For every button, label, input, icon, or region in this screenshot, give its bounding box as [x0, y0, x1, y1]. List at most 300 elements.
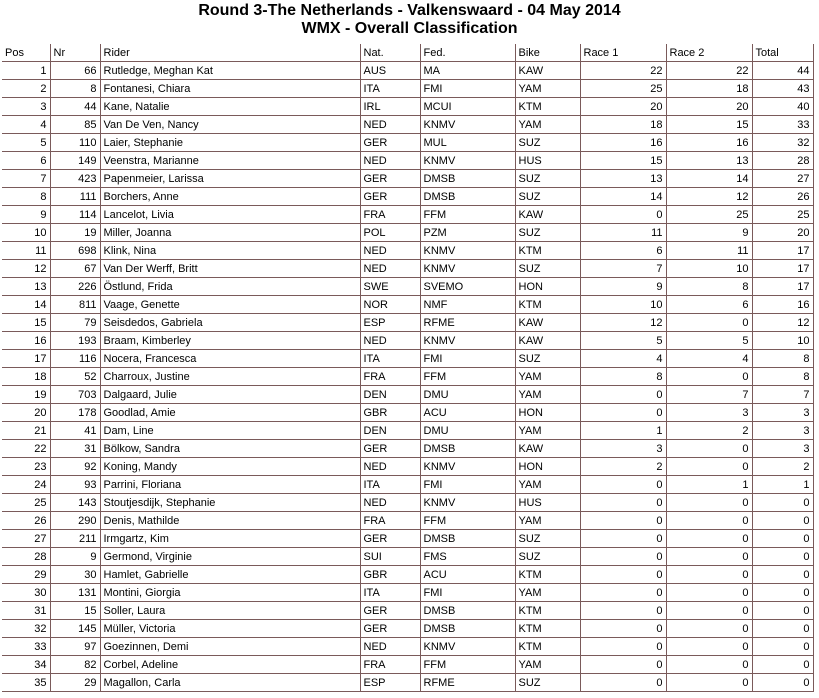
table-cell: FFM: [420, 656, 515, 674]
table-cell: NED: [360, 332, 420, 350]
table-cell: HUS: [515, 494, 580, 512]
table-cell: Hamlet, Gabrielle: [100, 566, 360, 584]
table-cell: 33: [752, 116, 813, 134]
table-cell: 8: [50, 80, 100, 98]
table-cell: 5: [580, 332, 666, 350]
table-cell: 5: [666, 332, 752, 350]
table-cell: 20: [666, 98, 752, 116]
table-cell: 131: [50, 584, 100, 602]
table-row: [2, 62, 813, 80]
table-cell: NED: [360, 152, 420, 170]
table-cell: GBR: [360, 404, 420, 422]
table-cell: FRA: [360, 512, 420, 530]
table-cell: 12: [666, 188, 752, 206]
table-cell: 12: [580, 314, 666, 332]
table-cell: 5: [2, 134, 50, 152]
table-cell: 698: [50, 242, 100, 260]
table-cell: DMU: [420, 422, 515, 440]
table-cell: 0: [580, 566, 666, 584]
table-cell: KTM: [515, 98, 580, 116]
table-cell: KTM: [515, 620, 580, 638]
table-cell: HON: [515, 278, 580, 296]
table-cell: 9: [580, 278, 666, 296]
table-cell: 17: [2, 350, 50, 368]
table-cell: SUZ: [515, 224, 580, 242]
table-cell: Östlund, Frida: [100, 278, 360, 296]
table-cell: GER: [360, 188, 420, 206]
table-cell: KNMV: [420, 260, 515, 278]
table-cell: 0: [666, 458, 752, 476]
table-row: [2, 296, 813, 314]
table-cell: MCUI: [420, 98, 515, 116]
table-cell: 0: [580, 386, 666, 404]
table-cell: 52: [50, 368, 100, 386]
table-row: [2, 98, 813, 116]
table-cell: YAM: [515, 422, 580, 440]
table-cell: 290: [50, 512, 100, 530]
table-cell: 0: [752, 584, 813, 602]
table-cell: 2: [2, 80, 50, 98]
table-cell: 9: [2, 206, 50, 224]
table-cell: 25: [752, 206, 813, 224]
table-cell: 0: [752, 512, 813, 530]
table-cell: SUZ: [515, 170, 580, 188]
table-cell: NED: [360, 494, 420, 512]
table-row: [2, 260, 813, 278]
table-cell: 211: [50, 530, 100, 548]
page-subtitle: WMX - Overall Classification: [301, 20, 518, 37]
table-cell: KNMV: [420, 152, 515, 170]
table-cell: 423: [50, 170, 100, 188]
table-header: [2, 44, 813, 62]
table-cell: SUZ: [515, 134, 580, 152]
table-row: [2, 458, 813, 476]
table-cell: 28: [752, 152, 813, 170]
table-cell: 10: [752, 332, 813, 350]
table-cell: 1: [752, 476, 813, 494]
table-cell: 85: [50, 116, 100, 134]
table-cell: 0: [666, 368, 752, 386]
table-cell: 0: [666, 440, 752, 458]
table-cell: 13: [580, 170, 666, 188]
table-cell: Goezinnen, Demi: [100, 638, 360, 656]
table-cell: 0: [580, 512, 666, 530]
table-cell: Vaage, Genette: [100, 296, 360, 314]
table-cell: HUS: [515, 152, 580, 170]
table-cell: 0: [666, 584, 752, 602]
table-cell: DMSB: [420, 620, 515, 638]
table-cell: DMSB: [420, 530, 515, 548]
table-cell: 8: [666, 278, 752, 296]
table-cell: Laier, Stephanie: [100, 134, 360, 152]
table-cell: 16: [2, 332, 50, 350]
table-cell: 16: [752, 296, 813, 314]
table-cell: 0: [580, 656, 666, 674]
table-cell: 0: [666, 566, 752, 584]
table-row: [2, 440, 813, 458]
table-cell: 0: [752, 620, 813, 638]
table-cell: 9: [666, 224, 752, 242]
table-cell: 149: [50, 152, 100, 170]
table-cell: 20: [752, 224, 813, 242]
table-cell: 2: [752, 458, 813, 476]
table-cell: 21: [2, 422, 50, 440]
table-cell: 8: [2, 188, 50, 206]
table-cell: 0: [666, 656, 752, 674]
table-cell: KNMV: [420, 116, 515, 134]
table-cell: 7: [752, 386, 813, 404]
table-cell: 22: [666, 62, 752, 80]
column-header: Race 1: [580, 44, 666, 62]
table-cell: IRL: [360, 98, 420, 116]
table-cell: ITA: [360, 80, 420, 98]
table-cell: 30: [2, 584, 50, 602]
table-cell: 3: [752, 440, 813, 458]
table-cell: Braam, Kimberley: [100, 332, 360, 350]
table-cell: 0: [666, 530, 752, 548]
table-cell: 811: [50, 296, 100, 314]
table-cell: MUL: [420, 134, 515, 152]
table-cell: FRA: [360, 368, 420, 386]
table-cell: FMI: [420, 350, 515, 368]
table-cell: 92: [50, 458, 100, 476]
classification-table: [2, 44, 814, 692]
table-cell: 23: [2, 458, 50, 476]
table-cell: GER: [360, 530, 420, 548]
table-cell: 79: [50, 314, 100, 332]
table-cell: 26: [752, 188, 813, 206]
table-cell: Montini, Giorgia: [100, 584, 360, 602]
table-cell: FFM: [420, 512, 515, 530]
table-row: [2, 584, 813, 602]
table-cell: 9: [50, 548, 100, 566]
table-cell: YAM: [515, 368, 580, 386]
table-cell: 0: [752, 656, 813, 674]
table-cell: 1: [580, 422, 666, 440]
table-cell: 25: [2, 494, 50, 512]
table-cell: 10: [666, 260, 752, 278]
table-cell: 0: [580, 530, 666, 548]
table-cell: FMS: [420, 548, 515, 566]
table-cell: ITA: [360, 584, 420, 602]
column-header: Total: [752, 44, 813, 62]
table-row: [2, 368, 813, 386]
table-cell: 22: [2, 440, 50, 458]
table-cell: 20: [2, 404, 50, 422]
table-cell: 27: [2, 530, 50, 548]
table-cell: GER: [360, 170, 420, 188]
table-cell: 15: [50, 602, 100, 620]
table-cell: 0: [580, 476, 666, 494]
table-cell: KTM: [515, 602, 580, 620]
table-cell: 17: [752, 260, 813, 278]
table-cell: GER: [360, 602, 420, 620]
table-cell: 0: [580, 602, 666, 620]
table-cell: Dam, Line: [100, 422, 360, 440]
table-cell: Germond, Virginie: [100, 548, 360, 566]
table-cell: Charroux, Justine: [100, 368, 360, 386]
table-cell: ESP: [360, 314, 420, 332]
table-cell: 0: [752, 566, 813, 584]
table-cell: DMSB: [420, 188, 515, 206]
table-cell: 43: [752, 80, 813, 98]
table-cell: NED: [360, 260, 420, 278]
table-cell: 15: [2, 314, 50, 332]
table-cell: 3: [2, 98, 50, 116]
table-cell: 97: [50, 638, 100, 656]
table-cell: NED: [360, 638, 420, 656]
table-cell: KAW: [515, 206, 580, 224]
table-cell: YAM: [515, 584, 580, 602]
table-cell: 25: [666, 206, 752, 224]
table-cell: 1: [2, 62, 50, 80]
table-cell: RFME: [420, 674, 515, 692]
table-row: [2, 134, 813, 152]
table-cell: 0: [580, 620, 666, 638]
page-title: Round 3-The Netherlands - Valkenswaard - 04 May 2014: [198, 2, 621, 19]
table-row: [2, 314, 813, 332]
table-cell: 22: [580, 62, 666, 80]
table-cell: 0: [666, 638, 752, 656]
table-cell: 114: [50, 206, 100, 224]
table-cell: 17: [752, 278, 813, 296]
table-cell: 0: [666, 548, 752, 566]
table-cell: 0: [752, 602, 813, 620]
table-row: [2, 674, 813, 692]
table-cell: Soller, Laura: [100, 602, 360, 620]
table-row: [2, 332, 813, 350]
table-cell: 12: [2, 260, 50, 278]
table-cell: 10: [2, 224, 50, 242]
table-cell: KNMV: [420, 458, 515, 476]
column-header: Bike: [515, 44, 580, 62]
table-cell: 44: [50, 98, 100, 116]
table-cell: SUZ: [515, 350, 580, 368]
table-cell: FFM: [420, 368, 515, 386]
table-cell: 25: [580, 80, 666, 98]
table-cell: 111: [50, 188, 100, 206]
table-cell: Nocera, Francesca: [100, 350, 360, 368]
table-cell: KTM: [515, 296, 580, 314]
table-row: [2, 512, 813, 530]
table-cell: GER: [360, 134, 420, 152]
table-cell: 0: [752, 674, 813, 692]
table-cell: KNMV: [420, 638, 515, 656]
table-cell: 17: [752, 242, 813, 260]
table-cell: 143: [50, 494, 100, 512]
table-cell: 226: [50, 278, 100, 296]
table-cell: 0: [580, 494, 666, 512]
table-cell: Koning, Mandy: [100, 458, 360, 476]
table-cell: 34: [2, 656, 50, 674]
table-cell: FFM: [420, 206, 515, 224]
table-cell: FMI: [420, 80, 515, 98]
table-row: [2, 494, 813, 512]
table-cell: 41: [50, 422, 100, 440]
table-row: [2, 476, 813, 494]
table-cell: 3: [752, 422, 813, 440]
table-cell: 0: [580, 584, 666, 602]
table-cell: 6: [2, 152, 50, 170]
column-header: Nr: [50, 44, 100, 62]
table-cell: KNMV: [420, 332, 515, 350]
table-cell: Klink, Nina: [100, 242, 360, 260]
table-cell: Denis, Mathilde: [100, 512, 360, 530]
table-row: [2, 224, 813, 242]
table-cell: 28: [2, 548, 50, 566]
table-cell: 82: [50, 656, 100, 674]
table-cell: 0: [666, 512, 752, 530]
table-cell: DMSB: [420, 602, 515, 620]
table-cell: Kane, Natalie: [100, 98, 360, 116]
table-cell: DMSB: [420, 440, 515, 458]
table-cell: Van De Ven, Nancy: [100, 116, 360, 134]
table-cell: DMU: [420, 386, 515, 404]
table-cell: Miller, Joanna: [100, 224, 360, 242]
table-cell: Veenstra, Marianne: [100, 152, 360, 170]
table-cell: 29: [2, 566, 50, 584]
table-cell: GER: [360, 440, 420, 458]
table-cell: 14: [666, 170, 752, 188]
table-cell: Bölkow, Sandra: [100, 440, 360, 458]
table-row: [2, 620, 813, 638]
table-cell: 14: [2, 296, 50, 314]
table-cell: KNMV: [420, 494, 515, 512]
table-cell: NED: [360, 458, 420, 476]
table-cell: 178: [50, 404, 100, 422]
table-row: [2, 638, 813, 656]
table-cell: HON: [515, 404, 580, 422]
table-cell: 15: [580, 152, 666, 170]
table-cell: SUI: [360, 548, 420, 566]
table-row: [2, 602, 813, 620]
table-cell: NMF: [420, 296, 515, 314]
table-cell: SUZ: [515, 674, 580, 692]
table-cell: 35: [2, 674, 50, 692]
table-cell: 24: [2, 476, 50, 494]
table-cell: YAM: [515, 116, 580, 134]
table-cell: 44: [752, 62, 813, 80]
table-cell: NED: [360, 116, 420, 134]
table-cell: 8: [580, 368, 666, 386]
table-cell: 3: [752, 404, 813, 422]
table-row: [2, 242, 813, 260]
table-cell: FRA: [360, 656, 420, 674]
table-cell: 116: [50, 350, 100, 368]
table-cell: NED: [360, 242, 420, 260]
table-cell: SUZ: [515, 530, 580, 548]
table-cell: KAW: [515, 332, 580, 350]
table-cell: 4: [580, 350, 666, 368]
table-cell: GER: [360, 620, 420, 638]
table-cell: 16: [580, 134, 666, 152]
table-cell: 0: [580, 206, 666, 224]
table-cell: Rutledge, Meghan Kat: [100, 62, 360, 80]
table-cell: 8: [752, 350, 813, 368]
table-cell: FMI: [420, 584, 515, 602]
table-cell: POL: [360, 224, 420, 242]
table-cell: 13: [2, 278, 50, 296]
table-cell: SUZ: [515, 260, 580, 278]
table-cell: 11: [666, 242, 752, 260]
table-cell: PZM: [420, 224, 515, 242]
table-cell: 20: [580, 98, 666, 116]
table-cell: 0: [752, 638, 813, 656]
table-cell: 0: [752, 530, 813, 548]
table-row: [2, 350, 813, 368]
table-cell: 31: [50, 440, 100, 458]
table-cell: RFME: [420, 314, 515, 332]
table-cell: Stoutjesdijk, Stephanie: [100, 494, 360, 512]
table-cell: Papenmeier, Larissa: [100, 170, 360, 188]
table-cell: SWE: [360, 278, 420, 296]
table-row: [2, 548, 813, 566]
table-cell: DEN: [360, 422, 420, 440]
table-cell: 145: [50, 620, 100, 638]
table-cell: 0: [666, 314, 752, 332]
table-cell: 15: [666, 116, 752, 134]
table-cell: FMI: [420, 476, 515, 494]
table-cell: 11: [580, 224, 666, 242]
table-cell: YAM: [515, 512, 580, 530]
table-cell: 31: [2, 602, 50, 620]
table-cell: 18: [580, 116, 666, 134]
table-cell: 6: [666, 296, 752, 314]
table-cell: 0: [666, 602, 752, 620]
table-cell: 19: [50, 224, 100, 242]
table-cell: KTM: [515, 566, 580, 584]
table-cell: KTM: [515, 242, 580, 260]
table-cell: Parrini, Floriana: [100, 476, 360, 494]
table-cell: KAW: [515, 62, 580, 80]
table-row: [2, 386, 813, 404]
table-cell: 26: [2, 512, 50, 530]
table-cell: 0: [580, 404, 666, 422]
table-cell: Lancelot, Livia: [100, 206, 360, 224]
table-cell: 2: [580, 458, 666, 476]
table-cell: Müller, Victoria: [100, 620, 360, 638]
table-cell: 93: [50, 476, 100, 494]
table-row: [2, 152, 813, 170]
table-cell: Irmgartz, Kim: [100, 530, 360, 548]
table-cell: 10: [580, 296, 666, 314]
table-cell: SUZ: [515, 548, 580, 566]
table-cell: Seisdedos, Gabriela: [100, 314, 360, 332]
table-cell: 12: [752, 314, 813, 332]
table-cell: GBR: [360, 566, 420, 584]
table-row: [2, 188, 813, 206]
table-cell: 0: [666, 674, 752, 692]
table-row: [2, 116, 813, 134]
table-cell: 19: [2, 386, 50, 404]
table-cell: 32: [2, 620, 50, 638]
column-header: Fed.: [420, 44, 515, 62]
table-cell: 193: [50, 332, 100, 350]
table-cell: SVEMO: [420, 278, 515, 296]
table-cell: KNMV: [420, 242, 515, 260]
table-cell: HON: [515, 458, 580, 476]
table-cell: YAM: [515, 656, 580, 674]
table-row: [2, 656, 813, 674]
table-cell: 1: [666, 476, 752, 494]
table-cell: Goodlad, Amie: [100, 404, 360, 422]
table-cell: SUZ: [515, 188, 580, 206]
table-cell: 7: [580, 260, 666, 278]
table-cell: Fontanesi, Chiara: [100, 80, 360, 98]
table-cell: AUS: [360, 62, 420, 80]
table-cell: 0: [580, 638, 666, 656]
table-cell: ITA: [360, 350, 420, 368]
